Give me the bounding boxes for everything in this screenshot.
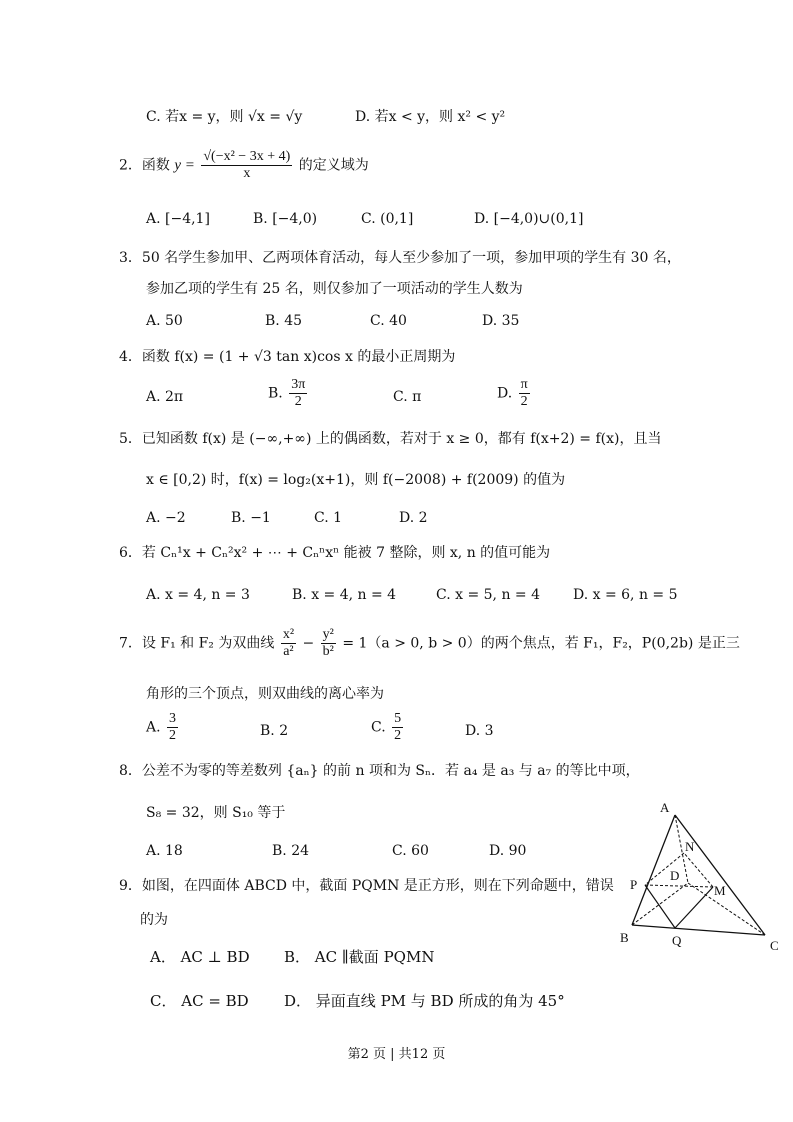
label-a: A — [660, 800, 670, 815]
label-p: P — [630, 877, 638, 892]
q5-option-a: A. −2 — [146, 510, 186, 526]
section-qm — [675, 887, 713, 928]
q8-option-d: D. 90 — [489, 843, 527, 859]
q3-option-c: C. 40 — [370, 313, 407, 329]
q4-option-c: C. π — [393, 389, 422, 405]
label-c: C — [770, 938, 779, 953]
q7-option-c: C. $\frac{5}{2}$ — [371, 711, 402, 743]
q2-option-a: A. [−4,1] — [146, 211, 210, 227]
q4-option-a: A. 2π — [146, 389, 184, 405]
q7-option-d: D. 3 — [465, 723, 494, 739]
q3-line1: 3．50 名学生参加甲、乙两项体育活动，每人至少参加了一项，参加甲项的学生有 30 名， — [119, 250, 681, 266]
q8-option-a: A. 18 — [146, 843, 183, 859]
q5-option-c: C. 1 — [314, 510, 343, 526]
q5-line1: 5．已知函数 f(x) 是 (−∞,+∞) 上的偶函数，若对于 x ≥ 0，都有 f(x+2) = f(x)，且当 — [119, 431, 662, 447]
page-footer: 第2 页 | 共12 页 — [347, 1047, 446, 1062]
q7-option-a: A. $\frac{3}{2}$ — [146, 711, 177, 743]
q8-option-b: B. 24 — [272, 843, 310, 859]
q4-option-d: D. $\frac{\pi}{2}$ — [497, 377, 528, 409]
q3-option-b: B. 45 — [265, 313, 303, 329]
q8-line2: S₈ = 32，则 S₁₀ 等于 — [146, 805, 286, 821]
q9-option-c: C． AC = BD — [150, 992, 249, 1010]
q6-option-b: B. x = 4, n = 4 — [292, 587, 397, 603]
q5-option-d: D. 2 — [399, 510, 428, 526]
q2-fraction: $\frac{\text{√(−x² − 3x + 4)}}{x}$ — [203, 149, 291, 181]
q6-option-a: A. x = 4, n = 3 — [146, 587, 250, 603]
q2-option-d: D. [−4,0)∪(0,1] — [474, 211, 584, 227]
q3-line2: 参加乙项的学生有 25 名，则仅参加了一项活动的学生人数为 — [146, 281, 523, 297]
q9-line2: 的为 — [140, 912, 168, 928]
label-d: D — [670, 868, 680, 883]
q3-option-a: A. 50 — [146, 313, 183, 329]
q2-option-b: B. [−4,0) — [253, 211, 318, 227]
section-mn — [684, 853, 713, 887]
q1-option-d: D. 若x < y，则 x² < y² — [355, 109, 506, 125]
edge-ac — [675, 815, 765, 935]
q4-stem: 4．函数 f(x) = (1 + √3 tan x)cos x 的最小正周期为 — [119, 349, 456, 365]
q5-line2: x ∈ [0,2) 时，f(x) = log₂(x+1)，则 f(−2008) + f(2009) 的值为 — [146, 472, 566, 488]
tetrahedron-figure — [610, 795, 790, 960]
section-pm — [645, 885, 713, 887]
q6-option-c: C. x = 5, n = 4 — [436, 587, 541, 603]
edge-dc — [688, 883, 765, 935]
q7-line2: 角形的三个顶点，则双曲线的离心率为 — [146, 686, 384, 702]
q7-option-b: B. 2 — [260, 723, 289, 739]
q9-line1: 9．如图，在四面体 ABCD 中，截面 PQMN 是正方形，则在下列命题中，错误 — [119, 878, 614, 894]
q7-stem: 7．设 F₁ 和 F₂ 为双曲线 $\frac{\text{x²}}{\text{a²}}$ − $\frac{\text{y²}}{\text{b²}}$ = 1（a > 0, b > 0）的两个焦点，若 F₁，F₂，P(0,2b) 是正三 — [119, 627, 740, 659]
label-m: M — [714, 883, 726, 898]
q6-option-d: D. x = 6, n = 5 — [573, 587, 678, 603]
q1-option-c: C. 若x = y，则 √x = √y — [146, 109, 303, 125]
q6-stem: 6．若 Cₙ¹x + Cₙ²x² + ⋯ + Cₙⁿxⁿ 能被 7 整除，则 x, n 的值可能为 — [119, 545, 551, 561]
q8-line1: 8．公差不为零的等差数列 {aₙ} 的前 n 项和为 Sₙ．若 a₄ 是 a₃ 与 a₇ 的等比中项， — [119, 763, 640, 779]
label-n: N — [685, 839, 695, 854]
q5-option-b: B. −1 — [231, 510, 271, 526]
label-q: Q — [672, 933, 682, 948]
q9-option-a: A． AC ⊥ BD — [150, 948, 250, 966]
q3-option-d: D. 35 — [482, 313, 520, 329]
q2-stem: 2．函数 y = $\frac{\text{√(−x² − 3x + 4)}}{x}$ 的定义域为 — [119, 149, 369, 181]
edge-bc — [632, 925, 765, 935]
section-pq — [645, 885, 675, 928]
q2-option-c: C. (0,1] — [361, 211, 414, 227]
q9-option-d: D． 异面直线 PM 与 BD 所成的角为 45° — [284, 992, 565, 1010]
q4-option-b: B. $\frac{3\pi}{2}$ — [268, 377, 306, 409]
label-b: B — [620, 930, 629, 945]
q8-option-c: C. 60 — [392, 843, 429, 859]
q9-option-b: B． AC ∥截面 PQMN — [284, 948, 435, 966]
